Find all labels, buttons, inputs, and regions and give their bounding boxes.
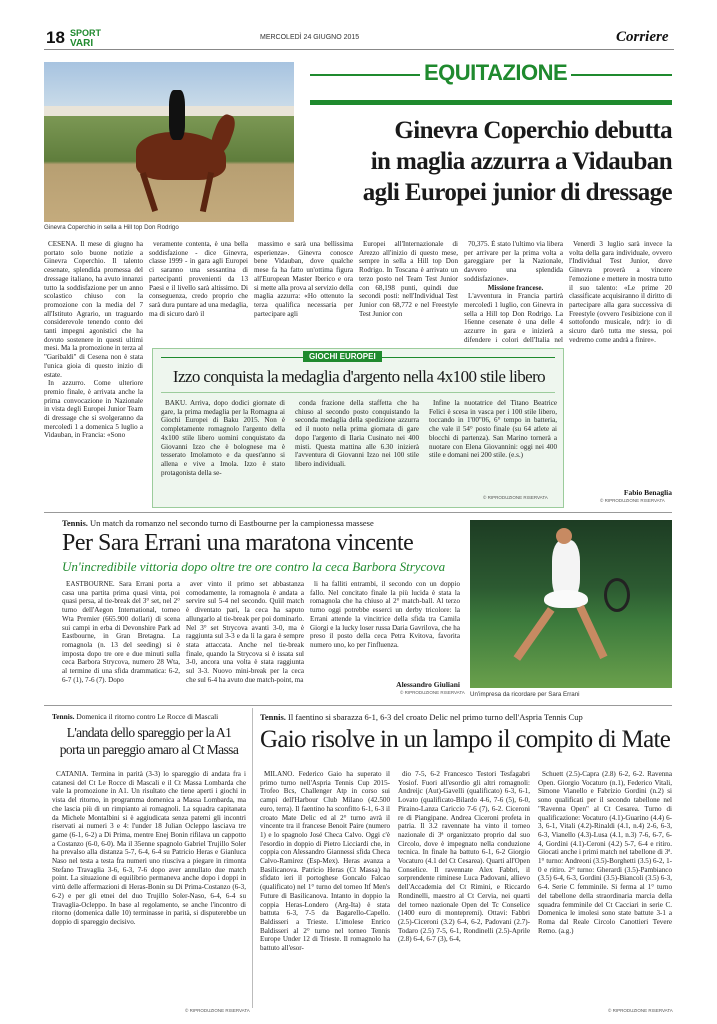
- giochi-col-3: Infine la nuotatrice del Titano Beatrice Felici è scesa in vasca per i 100 stile libero, toccando in 1'00"06, 6° tempo in batteria, che vale il 54° posto finale (su 64 atlete ai blocchi di partenza). San Marino tornerà a nuotare con Elena Giovannini: oggi nei 400 stile e domani nei 200 stile. (e.s.): [429, 399, 557, 460]
- equitazione-col-5: 70,375. È stato l'ultimo via libera per arrivare per la prima volta a gareggiare per la Nazionale, davvero una splendida soddisfazione». Missione francese. L'avventura in Francia partirà mercoledì 1 luglio, con Ginevra in sella a Hill top Don Rodrigo. La 16enne cesenate è una delle 4 azzurre in gara e inizierà a difendere i colori dell'Italia nel: [464, 240, 563, 344]
- corriere-logo: Corriere: [616, 29, 669, 45]
- page-date: MERCOLEDÌ 24 GIUGNO 2015: [260, 34, 360, 41]
- giochi-col-1: BAKU. Arriva, dopo dodici giornate di gare, la prima medaglia per la Romagna ai Giochi Europei di Baku 2015. Non è completamente romagnolo l'argento della 4x100 stile libero uomini conquistato da Giovanni Izzo che è bolognese ma è tesserato Imolamoto e da quest'anno si allena e vive a Imola. Izzo è stato protagonista della se-: [161, 399, 285, 477]
- errani-signature: Alessandro Giuliani: [396, 680, 460, 689]
- gaio-copyright: © RIPRODUZIONE RISERVATA: [608, 1008, 673, 1013]
- equitazione-subhead: Missione francese.: [487, 283, 544, 292]
- equitazione-col-2: veramente contenta, è una bella soddisfazione - dice Ginevra, classe 1999 - in gara agli Europei ci saranno una sessantina di partecipanti provenienti da 13 Paesi e il livello sarà altissimo. Di conseguenza, credo proprio che sarà dura puntare ad una medaglia, ma di sicuro darò il: [149, 240, 248, 318]
- equitazione-title: Ginevra Coperchio debutta in maglia azzurra a Vidauban agli Europei junior di dressage: [362, 117, 672, 206]
- errani-subtitle: Un'incredibile vittoria dopo oltre tre ore contro la ceca Barbora Strycova: [62, 559, 446, 574]
- section-top: SPORT: [70, 28, 102, 38]
- gaio-col-1: MILANO. Federico Gaio ha superato il primo turno nell'Aspria Tennis Cup 2015-Trofeo Bcs, Challenger Atp in corso sui campi dell'Harbour Club Milano (42.500 euro, terra). Il faentino ha sconfitto 6-1, 6-3 il croato Mate Delic ed al 2° turno avrà il vincente tra il francese Benoit Paire (numero 1) e lo spagnolo José Checa Calvo. Oggi c'è l'esordio in doppio di Pietro Licciardi che, in coppia con Alessandro Giannessi sfida Checa Calvo-Ramirez (Esp-Mex). Heras avanza a Basilicanova. Patricio Heras (Ct Massa) ha sfidato ieri il portoghese Goncalo Falcao (qualificato) nel 1° turno del torneo Itf Men's Future di Basilicanova. Intanto in doppio la coppia Heras-Londero (Arg-Ita) è stata battuta 6-3, 7-5 da Bagarello-Capello. Baldisseri a Trieste. L'imolese Enrico Baldisseri al 2° turno nel torneo Tennis Europe Under 12 di Trieste. Il romagnolo ha battuto all'esor-: [260, 770, 390, 953]
- gaio-kicker: Tennis. Il faentino si sbarazza 6-1, 6-3 del croato Delic nel primo turno dell'Aspria Tennis Cup: [260, 712, 583, 722]
- giochi-box: [152, 348, 564, 508]
- errani-col-1: EASTBOURNE. Sara Errani porta a casa una partita prima quasi vinta, poi quasi persa, al tie-break del 3° set, nel 2° turno dell'Aegon International, torneo Wta Premier (665.900 dollari) di scena sui campi in erba di Devonshire Park ad Eastbourne, in Gran Bretagna. La romagnola (n. 13 del seeding) si è imposta dopo tre ore e due minuti sulla ceca Barbora Strycova, numero 28 Wta, al termine di una sfida drammatica: 6-2, 6-7 (1), 7-6 (7). Dopo: [62, 580, 180, 684]
- errani-copyright: © RIPRODUZIONE RISERVATA: [400, 690, 465, 695]
- massa-kicker: Tennis. Domenica il ritorno contro Le Rocce di Mascali: [52, 712, 219, 721]
- coperchio-caption: Ginevra Coperchio in sella a Hill top Don Rodrigo: [44, 224, 179, 231]
- errani-caption: Un'impresa da ricordare per Sara Errani: [470, 691, 580, 698]
- section-label: [70, 28, 101, 49]
- page-header: [0, 0, 717, 50]
- page-number: 18: [46, 28, 65, 47]
- giochi-copyright: © RIPRODUZIONE RISERVATA: [483, 495, 548, 500]
- massa-copyright: © RIPRODUZIONE RISERVATA: [185, 1008, 250, 1013]
- giochi-title: Izzo conquista la medaglia d'argento nella 4x100 stile libero: [172, 367, 546, 386]
- equitazione-col-1: CESENA. Il mese di giugno ha portato solo buone notizie a Ginevra Coperchio. Il talento cesenate, splendida promessa del dressage italiano, ha avuto innanzi tutto la soddisfazione per un anno scolastico chiuso con la promozione con la media del 7 all'Istituto Agrario, un traguardo considerevole tenendo conto dei tanti impegni agonistici che ha dovuto sostenere in questi ultimi mesi. Ma la promozione in terza al "Garibaldi" di Cesena non è stata l'unica gioia di questo inizio di estate. In azzurro. Come ulteriore premio finale, è arrivata anche la prima convocazione in Nazionale in vista degli Europei Junior Team di dressage che si svolgeranno da mercoledì 1 a domenica 5 luglio a Vidauban, in Francia: «Sono: [44, 240, 143, 440]
- equitazione-copyright: © RIPRODUZIONE RISERVATA: [600, 498, 665, 503]
- equitazione-kicker: EQUITAZIONE: [420, 60, 571, 86]
- errani-col-3: li ha falliti entrambi, il secondo con un doppio fallo. Nel concitato finale la più lucida è stata la romagnola che ha chiuso al 2° match-ball. Al terzo turno oggi potrebbe esserci un derby tricolore: la Errani attende la vincitrice della sfida tra Camila Giorgi e la lucky loser russa Daria Gavrilova, che ha preso il posto della ceca Petra Kvitova, favorita numero uno, ko per l'influenza.: [310, 580, 460, 649]
- racket-shape: [604, 578, 630, 612]
- equitazione-col-4: Europei all'Internazionale di Arezzo all'inizio di questo mese, sempre in sella a Hill top Don Rodrigo. In Toscana è arrivato un terzo posto nel Team Test Junior con 68,198 punti, quindi due secondi posti: nell'Individual Test Junior con 68,772 e nel Freestyle Test Junior con: [359, 240, 458, 318]
- section-bottom: VARI: [70, 38, 94, 49]
- equitazione-col-3: massimo e sarà una bellissima esperienza». Ginevra conosce bene Vidauban, dove qualche mese fa ha fatto un'ottima figura all'European Master Iberico e ora si mette alla prova al servizio della maglia azzurra: «Ho ottenuto la terza qualifica necessaria per partecipare agli: [254, 240, 353, 318]
- massa-title: L'andata dello spareggio per la A1 porta un pareggio amaro al Ct Massa: [59, 725, 239, 757]
- massa-body: CATANIA. Termina in parità (3-3) lo spareggio di andata fra i catanesi del Ct Le Rocce di Mascali e il Ct Massa Lombarda che vale la promozione in A1. Un risultato che tiene aperti i giochi in vista del ritorno, in programma domenica a Massa Lombarda, ma che lascia più di un rimpianto ai romagnoli. La squadra capitanata da Michele Montalbini si è aggiudicata senza patemi gli incontri riservati ai numeri 3 e 4: l'under 18 Julian Ocleppo lasciava tre game (6-1, 6-2) a Di Prima, mentre Enej Bonin rifilava un cappotto a Costanzo (6-0, 6-0). Ma il 35enne spagnolo Gabriel Trujillo Soler ha prevalso alla distanza 5-7, 6-4, 6-4 su Patricio Heras e Gianluca Naso nel testa a testa fra numeri uno riusciva a piegare in rimonta Stefano Travaglia 3-6, 6-3, 7-6 dopo aver annullato due match point. La situazione di equilibrio permaneva anche dopo i doppi in virtù delle affermazioni di Heras-Bonin su Di Prima-Costanzo (6-3, 6-2) e per gli etnei del duo Trujillo Soler-Naso, 6-4, 6-4 su Travaglia-Ocleppo. In base al regolamento, se anche l'incontro di ritorno (domenica dalle 10) terminasse in parità, si disputerebbe un doppio di spareggio decisivo.: [52, 770, 246, 926]
- gaio-col-2: dio 7-5, 6-2 Francesco Testori Tesfagabri Yosiof. Fuori all'esordio gli altri romagnoli: Andreijc (Aut)-Gavelli (qualificato) 6-3, 6-1, Lovato (qualificato-Bilardo 4-6, 7-6 (5), 6-0, Piraino-Lanza Cariccio 7-6 (7), 6-2. Ciceroni re di Piangipane. Andrea Ciceroni profeta in patria. Il 3.2 ravennate ha vinto il torneo nazionale di 3ª organizzato proprio dal suo Circolo, dove è impegnato nella conduzione tecnica. In finale ha battuto 6-1, 6-2 Giorgio Vocaturo (4.1 del Ct Cesarea). Quarti all'Open Conselice. Il ravennate Alex Fabbri, il sorprendente riminese Luca Padovani, allievo dell'Accademia del Ct Rimini, e Riccardo Rondinelli, maestro al Ct Cervia, nei quarti del torneo nazionale Open del Tc Conselice (1400 euro di montepremi). Ottavi: Fabbri (2.5)-Ciceroni (3.2) 6-4, 6-2, Padovani (2.7)-Todaro (2.5) 7-5, 6-1, Rondinelli (2.5)-Aprile (2.8) 6-4, 6-7 (3), 6-4,: [398, 770, 530, 944]
- equitazione-signature: Fabio Benaglia: [623, 488, 672, 497]
- errani-col-2: aver vinto il primo set abbastanza comodamente, la romagnola è andata a servire sul 5-4 nel secondo. Quìil match è diventato pari, la ceca ha saputo allungarlo al tie-break per poi dominarlo. Nel 3° set Strycova avanti 3-0, ma è raggiunta sul 3-3 e da lì la gara è sempre stata attaccata. Anche nel tie-break finale, quando la Strycova si è issata sul 3-0, ancora una volta è stata raggiunta sul 3-3. Nuovo mini-break per la ceca che sul 6-4 ha avuto due match-point, ma: [186, 580, 304, 684]
- errani-title: Per Sara Errani una maratona vincente: [62, 530, 414, 556]
- giochi-col-2: conda frazione della staffetta che ha chiuso al secondo posto conquistando la seconda medaglia della spedizione azzurra ed il nuoto nella prima giornata di gare dopo l'argento di Ilaria Cusinato nei 400 misti. Questa mattina alle 6.30 inizierà l'avventura di Giovanni Izzo nei 100 stile libero individuali.: [295, 399, 419, 468]
- equitazione-col-6: Venerdì 3 luglio sarà invece la volta della gara individuale, ovvero l'Individual Test Junior, dove Ginevra proverà a vincere l'emozione e mettere in mostra tutto il suo talento: «Le prime 20 classificate acquisiranno il diritto di partecipare alla gara successiva di Freestyle (ovvero l'esibizione con il sottofondo musicale, ndr): io di sicuro darò tutta me stessa, poi vedremo come andrà a finire».: [569, 240, 672, 344]
- gaio-col-3: Schuett (2.5)-Capra (2.8) 6-2, 6-2. Ravenna Open. Giorgio Vocaturo (n.1), Federico Vitali, Simone Vianello e Fabrizio Gordini (n.2) si sono qualificati per il secondo tabellone nel "Ravenna Open" al Ct Cesarea. Turno di qualificazione: Vocaturo (4.1)-Guarino (4.4) 6-3, 6-1, Vitali (4.2)-Rinaldi (4.1, n.4) 2-6, 6-3, 6-3, Vianello (4.3)-Lusa (4.1, n.3) 7-6, 6-7, 6-4, Gordini (4.1)-Ceroni (4.2) 5-7, 6-4 e ritiro. Giocati anche i primi match nel tabellone di 3ª. 1° turno: Andreoni (3.5)-Borghetti (3.5) 6-2, 1-0 e ritiro. 2° turno: Gherardi (3.5)-Pambianco (3.5) 6-4, 6-3, Gordini (3.5)-Biancoli (3.5) 6-3, 6-4. Serie C femminile. Si ferma al 1° turno del tabellone della straordinaria marcia della squadra femminile del Ct Cacciari in serie C. Domenica le imolesi sono state battute 3-1 a Roma dal Reale Circolo Canottieri Tevere Remo. (a.g.): [538, 770, 672, 935]
- giochi-tag: GIOCHI EUROPEI: [303, 351, 382, 362]
- header-rule: [44, 49, 674, 50]
- errani-photo: [470, 520, 672, 688]
- errani-kicker: Tennis. Un match da romanzo nel secondo turno di Eastbourne per la campionessa massese: [62, 518, 374, 528]
- gaio-title: Gaio risolve in un lampo il compito di Mate: [260, 726, 671, 753]
- rider-shape: [169, 90, 185, 140]
- coperchio-photo: [44, 62, 294, 222]
